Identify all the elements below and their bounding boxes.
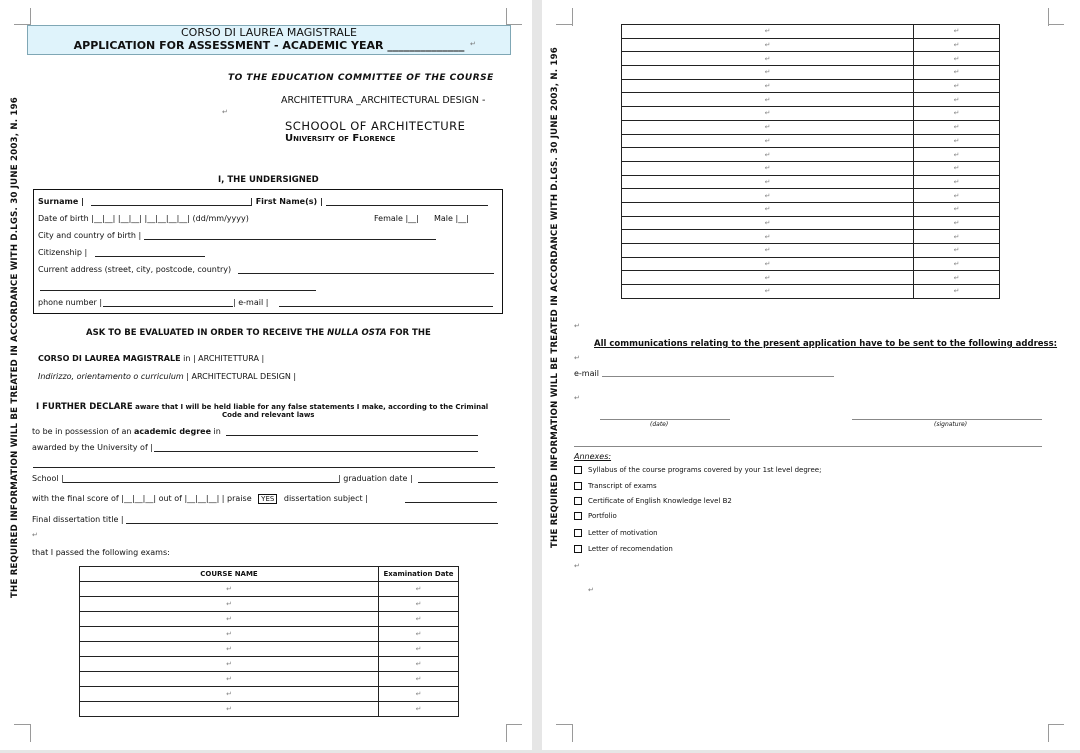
annexes-list [574, 466, 821, 561]
address-input-2[interactable] [40, 290, 316, 291]
exam-date-cell[interactable]: ↵ [379, 657, 459, 672]
date-label: (date) [650, 421, 669, 428]
exam-course-cell[interactable]: ↵ [622, 271, 914, 285]
exam-row [622, 271, 1000, 285]
separator-line [574, 446, 1042, 447]
communications-text: All communications relating to the present application have to be sent to the following address: [594, 339, 1058, 349]
dob-field[interactable]: Date of birth |__|__| |__|__| |__|__|__|__| (dd/mm/yyyy) [38, 214, 249, 223]
annex-label: Letter of recomendation [588, 545, 673, 553]
exam-date-cell[interactable]: ↵ [379, 702, 459, 717]
header-line-2: APPLICATION FOR ASSESSMENT - ACADEMIC YEAR ______________ [73, 39, 465, 52]
personal-data-box [33, 189, 503, 314]
crop-mark [506, 724, 522, 725]
final-title-label: Final dissertation title | [32, 515, 124, 524]
school-input[interactable] [63, 482, 339, 483]
exam-date-cell[interactable]: ↵ [914, 25, 1000, 39]
checkbox-icon[interactable] [574, 545, 582, 553]
exam-date-cell[interactable]: ↵ [914, 107, 1000, 121]
annex-label: Portfolio [588, 512, 617, 520]
exam-date-cell[interactable]: ↵ [914, 230, 1000, 244]
exam-date-cell[interactable]: ↵ [914, 79, 1000, 93]
exam-course-cell[interactable]: ↵ [80, 687, 379, 702]
exam-date-cell[interactable]: ↵ [914, 285, 1000, 299]
exam-course-cell[interactable]: ↵ [622, 79, 914, 93]
dissertation-subject-label: dissertation subject | [283, 494, 368, 503]
annex-item[interactable] [574, 545, 821, 561]
exam-date-cell[interactable]: ↵ [379, 582, 459, 597]
exam-course-cell[interactable]: ↵ [622, 52, 914, 66]
crop-mark [556, 724, 572, 725]
exam-row [622, 257, 1000, 271]
page-2 [542, 0, 1080, 750]
corso-label: CORSO DI LAUREA MAGISTRALE [38, 354, 181, 363]
exam-course-cell[interactable]: ↵ [80, 657, 379, 672]
exam-course-cell[interactable]: ↵ [80, 627, 379, 642]
annex-label: Letter of motivation [588, 529, 658, 537]
university-input[interactable] [154, 451, 478, 452]
exam-course-cell[interactable]: ↵ [80, 582, 379, 597]
exams-table [79, 566, 459, 717]
city-label: City and country of birth | [38, 231, 142, 240]
exam-date-cell[interactable]: ↵ [379, 612, 459, 627]
exam-row [622, 189, 1000, 203]
exam-row [80, 657, 459, 672]
undersigned-heading: I, THE UNDERSIGNED [218, 175, 319, 185]
exam-course-cell[interactable]: ↵ [80, 672, 379, 687]
exam-date-cell[interactable]: ↵ [914, 148, 1000, 162]
request-text-a: ASK TO BE EVALUATED IN ORDER TO RECEIVE THE [86, 328, 328, 338]
exam-row [80, 612, 459, 627]
exam-course-cell[interactable]: ↵ [622, 285, 914, 299]
exams-col-course: COURSE NAME [80, 567, 379, 582]
exam-row [622, 244, 1000, 258]
exam-course-cell[interactable]: ↵ [622, 216, 914, 230]
exam-date-cell[interactable]: ↵ [914, 216, 1000, 230]
exam-row [622, 202, 1000, 216]
address-input[interactable] [238, 273, 494, 274]
exam-course-cell[interactable]: ↵ [622, 148, 914, 162]
crop-mark [1048, 24, 1064, 25]
page-1 [0, 0, 532, 750]
exams-col-date: Examination Date [379, 567, 459, 582]
university-input-2[interactable] [33, 467, 495, 468]
paragraph-mark: ↵ [222, 108, 228, 116]
exam-row [622, 230, 1000, 244]
exam-row [622, 52, 1000, 66]
exam-date-cell[interactable]: ↵ [914, 189, 1000, 203]
crop-mark [1048, 724, 1064, 725]
exam-date-cell[interactable]: ↵ [914, 134, 1000, 148]
surname-label: Surname | [38, 197, 84, 206]
exam-row [80, 582, 459, 597]
crop-mark [506, 724, 507, 742]
exam-date-cell[interactable]: ↵ [379, 642, 459, 657]
indirizzo-value: | ARCHITECTURAL DESIGN | [183, 372, 297, 381]
privacy-side-text: THE REQUIRED INFORMATION WILL BE TREATED IN ACCORDANCE WITH D.LGS. 30 JUNE 2003, N. 196 [10, 97, 20, 598]
exam-date-cell[interactable]: ↵ [914, 161, 1000, 175]
exams-intro: that I passed the following exams: [32, 548, 170, 557]
exam-date-cell[interactable]: ↵ [914, 257, 1000, 271]
exam-row [80, 687, 459, 702]
crop-mark [30, 8, 31, 26]
awarded-label: awarded by the University of | [32, 443, 153, 452]
exam-row [80, 672, 459, 687]
paragraph-mark: ↵ [588, 586, 594, 594]
annex-item[interactable] [574, 466, 821, 482]
annex-item[interactable] [574, 482, 821, 497]
exam-row [622, 148, 1000, 162]
corso-value: in | ARCHITETTURA | [180, 354, 265, 363]
p2-email-input[interactable] [602, 376, 834, 377]
header-box [27, 25, 511, 55]
addressee-school: SCHOOOL OF ARCHITECTURE [285, 119, 466, 133]
exam-date-cell[interactable]: ↵ [914, 66, 1000, 80]
paragraph-mark: ↵ [574, 354, 580, 362]
exam-row [622, 93, 1000, 107]
exam-row [622, 175, 1000, 189]
indirizzo-line [38, 372, 296, 381]
annex-item[interactable] [574, 512, 821, 529]
declare-line-2: Code and relevant laws [222, 411, 315, 419]
request-heading [86, 328, 431, 338]
exam-course-cell[interactable]: ↵ [622, 93, 914, 107]
exam-date-cell[interactable]: ↵ [914, 175, 1000, 189]
request-text-nulla-osta: NULLA OSTA [327, 328, 387, 338]
exam-date-cell[interactable]: ↵ [914, 38, 1000, 52]
exam-date-cell[interactable]: ↵ [914, 120, 1000, 134]
exam-row [622, 216, 1000, 230]
paragraph-mark: ↵ [32, 531, 38, 539]
date-input[interactable] [600, 419, 730, 420]
exam-course-cell[interactable]: ↵ [80, 612, 379, 627]
privacy-side-text-2: THE REQUIRED INFORMATION WILL BE TREATED IN ACCORDANCE WITH D.LGS. 30 JUNE 2003, N. 196 [550, 47, 560, 548]
citizenship-label: Citizenship | [38, 248, 88, 257]
crop-mark [556, 24, 572, 25]
exam-course-cell[interactable]: ↵ [622, 161, 914, 175]
exam-course-cell[interactable]: ↵ [622, 107, 914, 121]
header-line-1: CORSO DI LAUREA MAGISTRALE [181, 26, 357, 39]
exam-row [80, 627, 459, 642]
crop-mark [30, 724, 31, 742]
addressee-to: TO THE EDUCATION COMMITTEE OF THE COURSE [228, 73, 494, 83]
email-label: | e-mail | [233, 298, 269, 307]
exam-row [80, 597, 459, 612]
annex-item[interactable] [574, 529, 821, 545]
possession-text-b: academic degree [134, 427, 212, 436]
paragraph-mark: ↵ [574, 322, 580, 330]
paragraph-mark: ↵ [574, 394, 580, 402]
exam-date-cell[interactable]: ↵ [914, 271, 1000, 285]
graduation-label: | graduation date | [338, 474, 413, 483]
exam-row [622, 107, 1000, 121]
indirizzo-label: Indirizzo, orientamento o curriculum [38, 372, 184, 381]
male-checkbox[interactable]: Male |__| [434, 214, 469, 223]
exam-course-cell[interactable]: ↵ [80, 702, 379, 717]
exam-date-cell[interactable]: ↵ [379, 672, 459, 687]
exam-course-cell[interactable]: ↵ [622, 202, 914, 216]
exam-course-cell[interactable]: ↵ [622, 66, 914, 80]
exam-row [622, 38, 1000, 52]
exam-row [622, 66, 1000, 80]
annex-label: Transcript of exams [588, 482, 657, 490]
exam-date-cell[interactable]: ↵ [914, 244, 1000, 258]
exam-row [80, 702, 459, 717]
checkbox-icon[interactable] [574, 529, 582, 537]
exam-row [80, 642, 459, 657]
exam-course-cell[interactable]: ↵ [622, 244, 914, 258]
graduation-input[interactable] [418, 482, 498, 483]
exam-row [622, 134, 1000, 148]
addressee-university: University of Florence [285, 133, 396, 144]
possession-line [32, 427, 221, 436]
checkbox-icon[interactable] [574, 466, 582, 474]
exam-date-cell[interactable]: ↵ [379, 627, 459, 642]
exam-date-cell[interactable]: ↵ [379, 597, 459, 612]
score-label: with the final score of |__|__|__| out of |__|__|__| | praise [32, 494, 252, 503]
exam-row [622, 120, 1000, 134]
exam-course-cell[interactable]: ↵ [622, 189, 914, 203]
exam-course-cell[interactable]: ↵ [622, 134, 914, 148]
exam-date-cell[interactable]: ↵ [914, 93, 1000, 107]
praise-yes-box[interactable]: YES [258, 494, 277, 504]
exam-course-cell[interactable]: ↵ [622, 120, 914, 134]
exam-course-cell[interactable]: ↵ [622, 175, 914, 189]
exam-date-cell[interactable]: ↵ [379, 687, 459, 702]
annexes-title: Annexes: [574, 452, 612, 461]
checkbox-icon[interactable] [574, 482, 582, 490]
p2-email-label: e-mail [574, 369, 599, 378]
score-line [32, 494, 368, 504]
declare-text-1: aware that I will be held liable for any false statements I make, according to the Criminal [132, 403, 489, 411]
paragraph-mark: ↵ [574, 562, 580, 570]
checkbox-icon[interactable] [574, 497, 582, 505]
crop-mark [14, 724, 30, 725]
address-label: Current address (street, city, postcode, country) [38, 265, 232, 274]
crop-mark [572, 724, 573, 742]
phone-label: phone number | [38, 298, 103, 307]
exam-course-cell[interactable]: ↵ [622, 38, 914, 52]
exam-course-cell[interactable]: ↵ [622, 257, 914, 271]
addressee-course: ARCHITETTURA _ARCHITECTURAL DESIGN - [281, 95, 486, 106]
school-label: School | [32, 474, 64, 483]
declare-title: I FURTHER DECLARE [36, 402, 133, 412]
exam-date-cell[interactable]: ↵ [914, 202, 1000, 216]
request-text-c: FOR THE [386, 328, 431, 338]
first-name-label: | First Name(s) | [250, 197, 323, 206]
exam-course-cell[interactable]: ↵ [622, 230, 914, 244]
exam-course-cell[interactable]: ↵ [80, 642, 379, 657]
annex-item[interactable] [574, 497, 821, 512]
corso-line [38, 354, 264, 363]
final-title-input[interactable] [126, 523, 498, 524]
crop-mark [1048, 724, 1049, 742]
exam-row [622, 161, 1000, 175]
exam-row [622, 285, 1000, 299]
female-checkbox[interactable]: Female |__| [374, 214, 419, 223]
exams-table-continued [621, 24, 1000, 299]
possession-text-a: to be in possession of an [32, 427, 135, 436]
phone-input[interactable] [103, 306, 233, 307]
citizenship-input[interactable] [95, 256, 205, 257]
annex-label: Syllabus of the course programs covered by your 1st level degree; [588, 466, 822, 474]
signature-input[interactable] [852, 419, 1042, 420]
exam-course-cell[interactable]: ↵ [80, 597, 379, 612]
exam-course-cell[interactable]: ↵ [622, 25, 914, 39]
exam-date-cell[interactable]: ↵ [914, 52, 1000, 66]
annex-label: Certificate of English Knowledge level B2 [588, 497, 732, 505]
surname-input[interactable] [91, 205, 251, 206]
exam-row [622, 79, 1000, 93]
degree-input[interactable] [226, 435, 478, 436]
exam-row [622, 25, 1000, 39]
checkbox-icon[interactable] [574, 512, 582, 520]
dissertation-subject-input[interactable] [405, 502, 497, 503]
signature-label: (signature) [934, 421, 968, 428]
crop-mark [572, 8, 573, 26]
possession-text-c: in [211, 427, 221, 436]
paragraph-mark: ↵ [470, 40, 476, 48]
city-input[interactable] [144, 239, 436, 240]
email-input[interactable] [279, 306, 493, 307]
first-name-input[interactable] [326, 205, 488, 206]
